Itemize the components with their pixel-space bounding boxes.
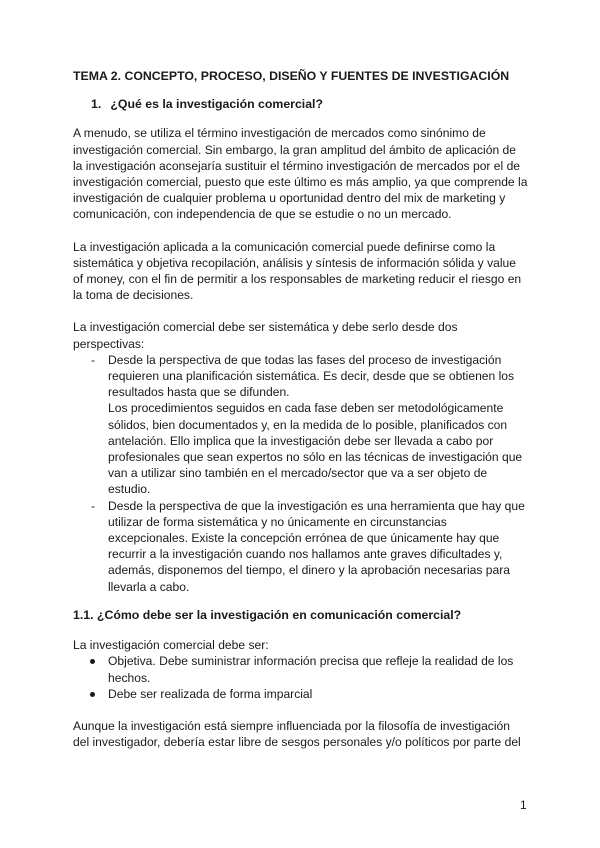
page-number: 1 xyxy=(520,798,527,812)
paragraph-3: La investigación comercial debe ser sistemática y debe serlo desde dos perspectivas: xyxy=(73,320,458,351)
list-item-text: Debe ser realizada de forma imparcial xyxy=(108,686,313,701)
paragraph-2: La investigación aplicada a la comunicación comercial puede definirse como la sistemática y objetiva recopilación, análisis y síntesis de información sólida y value of money, con el fin de permitir a los responsables de marketing reducir el riesgo en la toma de decisiones. xyxy=(73,239,522,303)
list-item-extra: Los procedimientos seguidos en cada fase deben ser metodológicamente sólidos, bien documentados y, en la medida de lo posible, planificados con antelación. Ello implica que la investigación debe ser llevada a cabo por profesionales que sean expertos no sólo en las técnicas de investigación que van a utilizar sino también en el mercado/sector que va a ser objeto de estudio. xyxy=(108,401,523,497)
paragraph-5: Aunque la investigación está siempre influenciada por la filosofía de investigación del investigador, debería estar libre de sesgos personales y/o políticos por parte del xyxy=(73,718,521,750)
document-title: TEMA 2. CONCEPTO, PROCESO, DISEÑO Y FUENTES DE INVESTIGACIÓN xyxy=(73,69,510,83)
document-page xyxy=(73,68,528,766)
requirements-list xyxy=(73,653,528,702)
paragraph-1: A menudo, se utiliza el término investigación de mercados como sinónimo de investigación comercial. Sin embargo, la gran amplitud del ámbito de aplicación de la investigación aconsejaría sustituir el término investigación de mercados por el de investigación comercial, puesto que este último es más amplio, ya que comprende la investigación de cualquier problema u oportunidad dentro del mix de marketing y comunicación, con independencia de que se estudie o no un mercado. xyxy=(73,126,528,222)
section-1-heading xyxy=(73,96,528,112)
bullet-icon xyxy=(90,659,95,664)
list-item-text: Desde la perspectiva de que la investigación es una herramienta que hay que utilizar de forma sistemática y no únicamente en circunstancias excepcionales. Existe la concepción errónea de que únicamente hay que recurrir a la investigación cuando nos hallamos ante graves dificultades y, además, disponemos del tiempo, el dinero y la aprobación necesarias para llevarla a cabo. xyxy=(108,498,525,594)
list-item xyxy=(73,352,528,498)
list-item-text: Objetiva. Debe suministrar información precisa que refleje la realidad de los hechos. xyxy=(108,654,514,685)
list-item xyxy=(73,653,528,685)
dash-marker: - xyxy=(91,498,96,513)
list-item xyxy=(73,686,528,702)
dash-marker: - xyxy=(91,352,96,367)
section-1-title: ¿Qué es la investigación comercial? xyxy=(110,97,323,112)
section-1-1-heading: 1.1. ¿Cómo debe ser la investigación en comunicación comercial? xyxy=(73,607,462,622)
list-item xyxy=(73,498,528,595)
paragraph-4: La investigación comercial debe ser: xyxy=(73,638,269,653)
perspectives-list xyxy=(73,352,528,595)
list-item-text: Desde la perspectiva de que todas las fases del proceso de investigación requieren una planificación sistemática. Es decir, desde que se obtienen los resultados hasta que se difunden. xyxy=(108,352,515,400)
bullet-icon xyxy=(90,692,95,697)
section-1-number: 1. xyxy=(91,97,102,112)
